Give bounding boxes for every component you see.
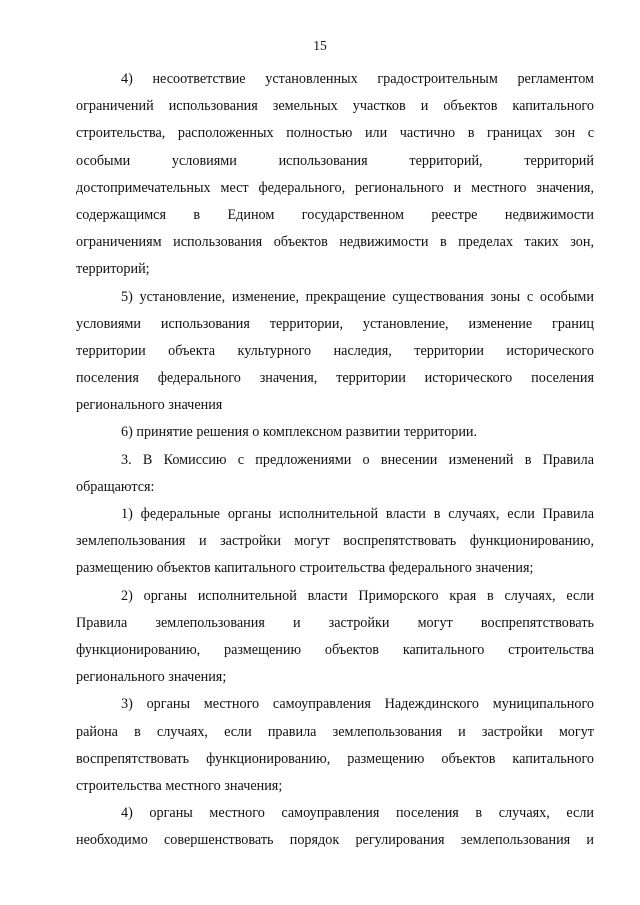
text-line: Правила землепользования и застройки могут воспрепятствовать (76, 614, 594, 631)
text-line: 3) органы местного самоуправления Надеждинского муниципального (121, 696, 594, 713)
text-line: 5) установление, изменение, прекращение существования зоны с особыми (121, 288, 594, 305)
text-line: ограничений использования земельных участков и объектов капитального (76, 98, 594, 115)
text-line: ограничениям использования объектов недвижимости в пределах таких зон, (76, 234, 594, 251)
text-line: землепользования и застройки могут воспрепятствовать функционированию, (76, 533, 594, 550)
text-line: 4) органы местного самоуправления поселения в случаях, если (121, 805, 594, 822)
text-line: 1) федеральные органы исполнительной власти в случаях, если Правила (121, 506, 594, 522)
text-line: района в случаях, если правила землепользования и застройки могут (76, 723, 594, 740)
page-number: 15 (313, 38, 327, 53)
text-line: территории объекта культурного наследия, территории исторического (76, 342, 594, 359)
text-line: особыми условиями использования территорий, территорий (76, 152, 594, 169)
text-line: обращаются: (76, 478, 155, 495)
text-line: 6) принятие решения о комплексном развитии территории. (121, 424, 478, 441)
text-line: 2) органы исполнительной власти Приморского края в случаях, если (121, 587, 594, 604)
text-line: достопримечательных мест федерального, регионального и местного значения, (76, 179, 594, 196)
text-line: содержащимся в Едином государственном реестре недвижимости (76, 206, 594, 223)
text-line: 3. В Комиссию с предложениями о внесении изменений в Правила (121, 451, 594, 468)
text-line: строительства местного значения; (76, 777, 283, 794)
text-line: территорий; (76, 261, 150, 278)
text-line: воспрепятствовать функционированию, размещению объектов капитального (76, 750, 594, 767)
text-line: регионального значения (76, 397, 223, 414)
text-line: регионального значения; (76, 669, 227, 686)
text-line: поселения федерального значения, территории исторического поселения (76, 370, 594, 387)
text-line: функционированию, размещению объектов капитального строительства (76, 641, 594, 658)
text-line: необходимо совершенствовать порядок регулирования землепользования и (76, 832, 594, 849)
text-line: 4) несоответствие установленных градостроительным регламентом (121, 71, 594, 87)
text-line: строительства, расположенных полностью или частично в границах зон с (76, 125, 594, 142)
text-line: размещению объектов капитального строительства федерального значения; (76, 560, 534, 577)
document-body (76, 66, 594, 854)
text-line: условиями использования территории, установление, изменение границ (76, 315, 594, 332)
